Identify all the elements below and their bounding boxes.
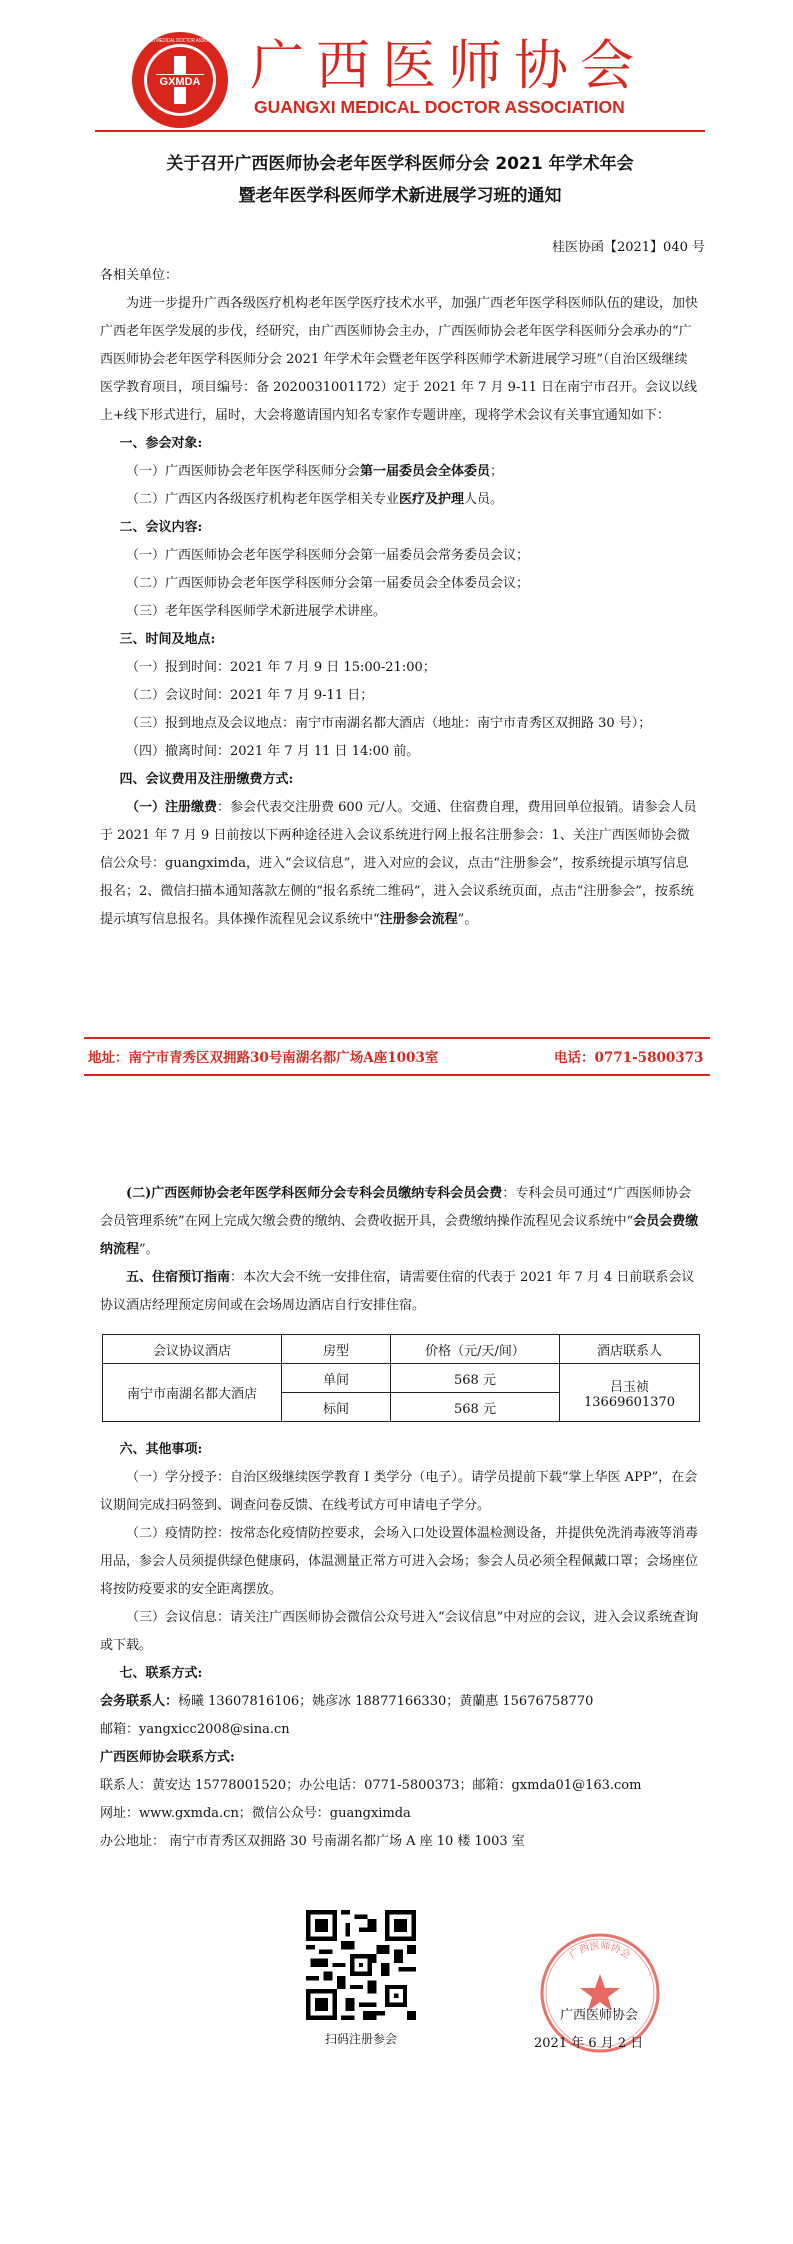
seal-text: 广西医师协会 [567, 1940, 633, 1962]
s1-item1-post: ； [490, 464, 504, 479]
s5-bold: 五、住宿预订指南 [126, 1270, 231, 1285]
footer-info [84, 1045, 710, 1071]
s4-p1-tail-bold: 注册参会流程 [379, 912, 458, 927]
section-3-item-3: （三）报到地点及会议地点：南宁市南湖名都大酒店（地址：南宁市青秀区双拥路 30 号）； [126, 716, 652, 731]
qr-caption: 扫码注册参会 [324, 2032, 397, 2046]
section-2-item-1: （一）广西医师协会老年医学科医师分会第一届委员会常务委员会议； [126, 548, 530, 563]
price-cell: 568 元 [391, 1364, 560, 1393]
section-2-item-2: （二）广西医师协会老年医学科医师分会第一届委员会全体委员会议； [126, 576, 530, 591]
s1-item1-bold: 第一届委员会全体委员 [360, 464, 491, 479]
section-1-item-1 [100, 458, 700, 486]
section-5-paragraph [100, 1264, 700, 1320]
s5-text: ：本次大会不统一安排住宿，请需要住宿的代表于 2021 年 7 月 4 日前联系会议协议酒店经理预定房间或在会场周边酒店自行安排住宿。 [100, 1270, 695, 1313]
org-name-cn: 广西医师协会 [250, 34, 646, 97]
s4-p1-bold: （一）注册缴费 [126, 800, 218, 815]
section-4-paragraph-1 [100, 794, 700, 934]
body-page-1 [100, 262, 700, 934]
document-number: 桂医协函【2021】040 号 [551, 240, 705, 255]
section-6-item-1: （一）学分授予：自治区级继续医学教育 I 类学分（电子）。请学员提前下载“掌上华医 APP”，在会议期间完成扫码签到、调查问卷反馈、在线考试方可申请电子学分。 [100, 1470, 698, 1513]
section-2-item-3: （三）老年医学科医师学术新进展学术讲座。 [126, 604, 387, 619]
table-header-cell: 会议协议酒店 [103, 1335, 282, 1364]
logo-ring-text: GUANGXI MEDICAL DOCTOR ASSOCIATION [135, 38, 226, 44]
header-rule [95, 130, 705, 132]
section-3-item-1: （一）报到时间：2021 年 7 月 9 日 15:00-21:00； [126, 660, 436, 675]
footer-phone: 电话：0771-5800373 [554, 1050, 704, 1066]
section-1-heading: 一、参会对象: [119, 436, 203, 451]
title-line-2: 暨老年医学科医师学术新进展学习班的通知 [238, 186, 562, 206]
contact-phone: 13669601370 [584, 1394, 675, 1410]
section-1-item-2 [100, 486, 700, 514]
table-header-row [103, 1335, 700, 1364]
section-3-heading: 三、时间及地点: [119, 632, 216, 647]
association-contact-line-1: 联系人：黄安达 15778001520；办公电话：0771-5800373；邮箱：gxmda01@163.com [100, 1778, 642, 1793]
s4-p1-tail: ”。 [457, 912, 478, 927]
association-contact-line-2: 网址：www.gxmda.cn；微信公众号：guangximda [100, 1806, 411, 1821]
hotel-name-cell: 南宁市南湖名都大酒店 [103, 1364, 282, 1422]
salutation: 各相关单位： [100, 268, 179, 283]
s4-p1-text: ：参会代表交注册费 600 元/人。交通、住宿费自理，费用回单位报销。请参会人员于 2021 年 7 月 9 日前按以下两种途径进入会议系统进行网上报名注册参会：1、关注广西医师协会微信公众号：guangximda，进入“会议信息”，进入对应的会议，点击“注册参会”，按系统提示填写信息报名；2、微信扫描本通知落款左侧的“报名系统二维码”，进入会议系统页面，点击“注册参会”，按系统提示填写信息报名。具体操作流程见会议系统中“ [100, 800, 697, 927]
affairs-contact-line [100, 1688, 700, 1716]
room-type-cell: 单间 [282, 1364, 391, 1393]
table-header-cell: 酒店联系人 [560, 1335, 700, 1364]
intro-paragraph: 为进一步提升广西各级医疗机构老年医学医疗技术水平，加强广西老年医学科医师队伍的建设，加快广西老年医学发展的步伐，经研究，由广西医师协会主办，广西医师协会老年医学科医师分会承办的“广西医师协会老年医学科医师分会 2021 年学术年会暨老年医学科医师学术新进展学习班”（自治区级继续医学教育项目，项目编号：备 2020031001172）定于 2021 年 7 月 9-11 日在南宁市召开。会议以线上+线下形式进行，届时，大会将邀请国内知名专家作专题讲座，现将学术会议有关事宜通知如下： [100, 296, 699, 423]
section-3-item-2: （二）会议时间：2021 年 7 月 9-11 日； [126, 688, 374, 703]
s1-item1-pre: （一）广西医师协会老年医学科医师分会 [126, 464, 361, 479]
s4-p2-text: ：专科会员可通过“广西医师协会会员管理系统”在网上完成欠缴会费的缴纳、会费收据开具，会费缴纳操作流程见会议系统中“ [100, 1186, 691, 1229]
table-header-cell: 价格（元/天/间） [391, 1335, 560, 1364]
footer-rule-bottom [84, 1074, 710, 1076]
association-logo [130, 30, 230, 130]
room-type-cell: 标间 [282, 1393, 391, 1422]
affairs-label: 会务联系人： [100, 1694, 179, 1709]
document-title [95, 148, 705, 212]
affairs-contacts: 杨曦 13607816106；姚彦冰 18877166330；黄蘭惠 15676758770 [178, 1694, 594, 1709]
table-row [103, 1364, 700, 1393]
section-6-heading: 六、其他事项: [119, 1442, 203, 1457]
s1-item2-bold: 医疗及护理 [399, 492, 465, 507]
section-3-item-4: （四）撤离时间：2021 年 7 月 11 日 14:00 前。 [126, 744, 420, 759]
section-4-paragraph-2 [100, 1180, 700, 1264]
footer-address: 地址：南宁市青秀区双拥路30号南湖名都广场A座1003室 [88, 1050, 439, 1066]
s1-item2-pre: （二）广西区内各级医疗机构老年医学相关专业 [126, 492, 400, 507]
title-line-1: 关于召开广西医师协会老年医学科医师分会 2021 年学术年会 [166, 154, 634, 174]
section-4-heading: 四、会议费用及注册缴费方式: [119, 772, 294, 787]
org-name-en: GUANGXI MEDICAL DOCTOR ASSOCIATION [254, 97, 625, 117]
price-cell: 568 元 [391, 1393, 560, 1422]
section-7-heading: 七、联系方式: [119, 1666, 203, 1681]
section-6-item-3: （三）会议信息：请关注广西医师协会微信公众号进入“会议信息”中对应的会议，进入会议系统查询或下载。 [100, 1610, 699, 1653]
s4-p2-tail-bold: 会员会费缴纳流程 [100, 1214, 699, 1257]
footer-rule-top [84, 1037, 710, 1039]
contact-name: 吕玉祯 [609, 1379, 649, 1395]
logo-text: GXMDA [159, 76, 201, 88]
table-header-cell: 房型 [282, 1335, 391, 1364]
s4-p2-bold: (二)广西医师协会老年医学科医师分会专科会员缴纳专科会员会费 [126, 1186, 503, 1201]
association-contact-heading: 广西医师协会联系方式: [100, 1750, 235, 1765]
association-contact-line-3: 办公地址： 南宁市青秀区双拥路 30 号南湖名都广场 A 座 10 楼 1003 室 [100, 1834, 525, 1849]
s4-p2-tail: ”。 [139, 1242, 159, 1257]
body-page-2-top [100, 1180, 700, 1320]
body-page-2-bottom [100, 1436, 700, 1856]
hotel-table [102, 1334, 700, 1422]
svg-text:广西医师协会 [567, 1939, 634, 1962]
registration-qr-code[interactable] [306, 1910, 416, 2020]
contact-cell [560, 1364, 700, 1422]
s1-item2-post: 人员。 [464, 492, 504, 507]
affairs-email: 邮箱：yangxicc2008@sina.cn [100, 1722, 290, 1737]
signature-org: 广西医师协会 [560, 2008, 639, 2023]
section-6-item-2: （二）疫情防控：按常态化疫情防控要求，会场入口处设置体温检测设备，并提供免洗消毒液等消毒用品，参会人员须提供绿色健康码，体温测量正常方可进入会场；参会人员必须全程佩戴口罩；会场座位将按防疫要求的安全距离摆放。 [100, 1526, 699, 1597]
section-2-heading: 二、会议内容: [119, 520, 203, 535]
signature-date: 2021 年 6 月 2 日 [534, 2036, 644, 2051]
